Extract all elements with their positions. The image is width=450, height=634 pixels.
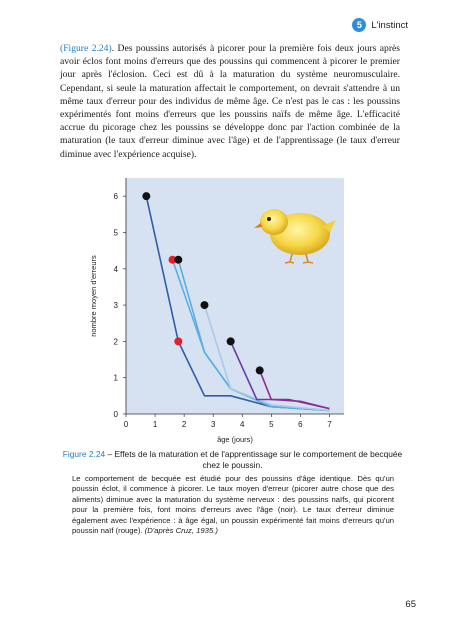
caption-body-text: Le comportement de becquée est étudié pour des poussins d'âge identique. Dès qu'un poussin éclot, il commence à picorer. Le taux moyen d'erreur (picorer autre chose que des aliments) diminue avec la maturation du système nerveux : des poussins naïfs, qui picorent pour la première fois, font moins d'erreurs avec l'âge (noir). Le taux d'erreur diminue également avec l'expérience : à âge égal, un poussin expérimenté fait moins d'erreurs qu'un poussin naïf (rouge). (72, 474, 394, 536)
y-tick-label: 1 (113, 373, 118, 383)
x-tick-label: 0 (123, 420, 129, 429)
body-paragraph (60, 42, 400, 161)
x-tick-label: 2 (181, 420, 187, 429)
caption-source: (D'après Cruz, 1935.) (144, 526, 218, 536)
chapter-title: L'instinct (371, 19, 408, 31)
figure-reference-link[interactable]: (Figure 2.24) (60, 43, 112, 54)
series-start-point (174, 256, 182, 264)
series-start-point (200, 301, 208, 309)
y-tick-label: 6 (113, 192, 118, 202)
series-start-point (174, 337, 182, 345)
page-number: 65 (405, 599, 416, 610)
y-tick-label: 3 (113, 301, 118, 311)
y-tick-label: 0 (113, 410, 118, 419)
chapter-number-badge: 5 (352, 18, 366, 32)
x-axis-title: âge (jours) (217, 435, 253, 444)
x-tick-label: 7 (327, 420, 332, 429)
x-tick-label: 4 (240, 420, 245, 429)
series-start-point (227, 337, 235, 345)
body-paragraph-text: . Des poussins autorisés à picorer pour la première fois deux jours après avoir éclos font moins d'erreurs que des poussins qui commencent à picorer le premier jour après l'éclosion. Ceci est dû à la maturation du système neuromusculaire. Cependant, si seule la maturation affectait le comportement, on devrait s'attendre à un même taux d'erreur pour des individus de même âge. Ce n'est pas le cas : les poussins expérimentés font moins d'erreurs que les poussins naïfs de même âge. L'efficacité accrue du picorage chez les poussins se développe donc par l'action combinée de la maturation (le taux d'erreur diminue avec l'âge) et de l'apprentissage (le taux d'erreur diminue avec l'expérience acquise). (60, 43, 401, 160)
series-start-point (256, 366, 264, 374)
figure-title-text: – Effets de la maturation et de l'apprentissage sur le comportement de becquée chez le poussin. (105, 449, 403, 471)
y-tick-label: 4 (113, 264, 118, 274)
x-tick-label: 5 (269, 420, 274, 429)
x-tick-label: 3 (210, 420, 216, 429)
figure-caption-title (60, 449, 405, 472)
series-start-point (142, 192, 150, 200)
figure-label: Figure 2.24 (62, 449, 106, 459)
chick-illustration (252, 192, 338, 264)
y-tick-label: 5 (113, 228, 118, 238)
y-tick-label: 2 (113, 337, 118, 347)
x-tick-label: 1 (152, 420, 158, 429)
x-tick-label: 6 (298, 420, 303, 429)
figure-caption-body (72, 474, 394, 536)
y-axis-title: nombre moyen d'erreurs (89, 255, 98, 337)
chapter-header (352, 18, 408, 32)
